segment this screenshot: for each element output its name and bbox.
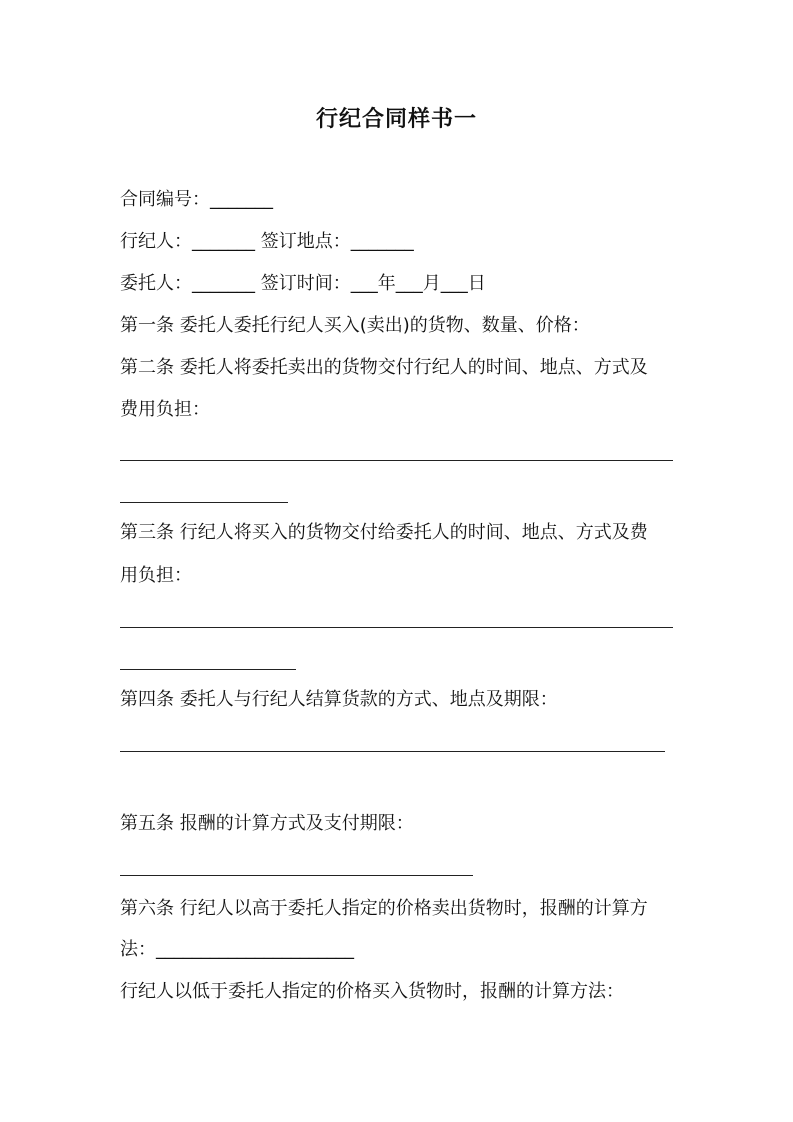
article-2-line-1: 第二条 委托人将委托卖出的货物交付行纪人的时间、地点、方式及: [120, 357, 648, 378]
article-6-line-2: 法：______________________: [120, 939, 354, 960]
contract-number-line: 合同编号：_______: [120, 189, 273, 210]
article-3-line-2: 用负担：: [120, 565, 192, 586]
article-3-line-1: 第三条 行纪人将买入的货物交付给委托人的时间、地点、方式及费: [120, 522, 648, 543]
article-5: 第五条 报酬的计算方式及支付期限：: [120, 813, 414, 834]
article-1: 第一条 委托人委托行纪人买入(卖出)的货物、数量、价格：: [120, 315, 590, 336]
blank-rule: [120, 875, 473, 876]
agent-and-signing-place-line: 行纪人：_______ 签订地点：_______: [120, 231, 414, 252]
blank-rule: [120, 460, 673, 461]
blank-rule: [120, 751, 665, 752]
article-6-line-3: 行纪人以低于委托人指定的价格买入货物时，报酬的计算方法：: [120, 981, 624, 1002]
blank-rule: [120, 669, 296, 670]
document-title: 行纪合同样书一: [315, 107, 477, 132]
article-2-line-2: 费用负担：: [120, 399, 210, 420]
principal-and-signing-time-line: 委托人：_______ 签订时间：___年___月___日: [120, 273, 486, 294]
blank-rule: [120, 627, 673, 628]
blank-rule: [120, 502, 288, 503]
article-4: 第四条 委托人与行纪人结算货款的方式、地点及期限：: [120, 689, 558, 710]
article-6-line-1: 第六条 行纪人以高于委托人指定的价格卖出货物时，报酬的计算方: [120, 898, 648, 919]
